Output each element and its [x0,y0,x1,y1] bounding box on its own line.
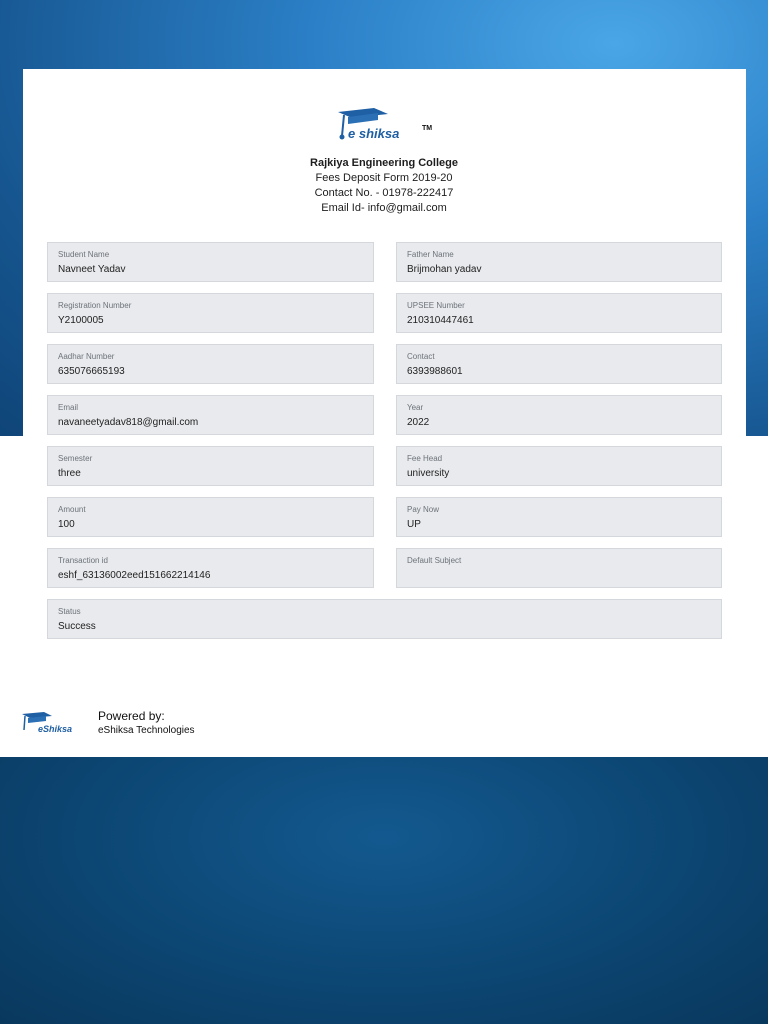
status-field [47,599,722,639]
field-label: Contact [407,352,435,361]
field-label: Amount [58,505,86,514]
field-value: three [58,468,81,479]
college-name: Rajkiya Engineering College [310,157,458,169]
eshiksa-logo-icon [334,104,434,144]
field-value: 100 [58,519,75,530]
field-value: 2022 [407,417,430,428]
form-title: Fees Deposit Form 2019-20 [315,172,453,184]
company-name: eShiksa Technologies [98,725,195,736]
logo-tm: TM [422,125,433,132]
field-value: 210310447461 [407,315,474,326]
email-field [47,395,374,435]
field-value: Success [58,621,96,632]
field-value: UP [407,519,421,530]
transaction-id-field [47,548,374,588]
aadhar-number-field [47,344,374,384]
father-name-field [396,242,722,282]
bottom-background [0,757,768,1024]
field-value: Navneet Yadav [58,264,126,275]
contact-field [396,344,722,384]
field-value: Brijmohan yadav [407,264,482,275]
registration-number-field [47,293,374,333]
field-label: Student Name [58,250,110,259]
footer-logo-text: eShiksa [38,724,73,734]
student-name-field [47,242,374,282]
amount-field [47,497,374,537]
semester-field [47,446,374,486]
year-field [396,395,722,435]
form-header [0,156,768,216]
field-label: Pay Now [407,505,440,514]
field-value: Y2100005 [58,315,104,326]
email-info: Email Id- info@gmail.com [321,202,447,214]
field-value: navaneetyadav818@gmail.com [58,417,199,428]
field-value: 6393988601 [407,366,463,377]
fee-head-field [396,446,722,486]
field-label: Status [58,607,81,616]
field-value: eshf_63136002eed151662214146 [58,570,211,581]
field-label: Semester [58,454,93,463]
field-label: Default Subject [407,556,462,565]
logo-text: e shiksa [348,126,400,141]
field-label: Father Name [407,250,454,259]
field-value: 635076665193 [58,366,125,377]
default-subject-field [396,548,722,588]
field-label: Year [407,403,424,412]
field-label: Transaction id [58,556,108,565]
field-value: university [407,468,450,479]
pay-now-field [396,497,722,537]
field-label: Email [58,403,79,412]
field-label: Registration Number [58,301,132,310]
upsee-number-field [396,293,722,333]
footer-logo-icon [20,710,80,738]
field-label: UPSEE Number [407,301,465,310]
contact-info: Contact No. - 01978-222417 [314,187,454,199]
powered-by-label: Powered by: [98,709,165,723]
field-label: Fee Head [407,454,443,463]
field-label: Aadhar Number [58,352,115,361]
